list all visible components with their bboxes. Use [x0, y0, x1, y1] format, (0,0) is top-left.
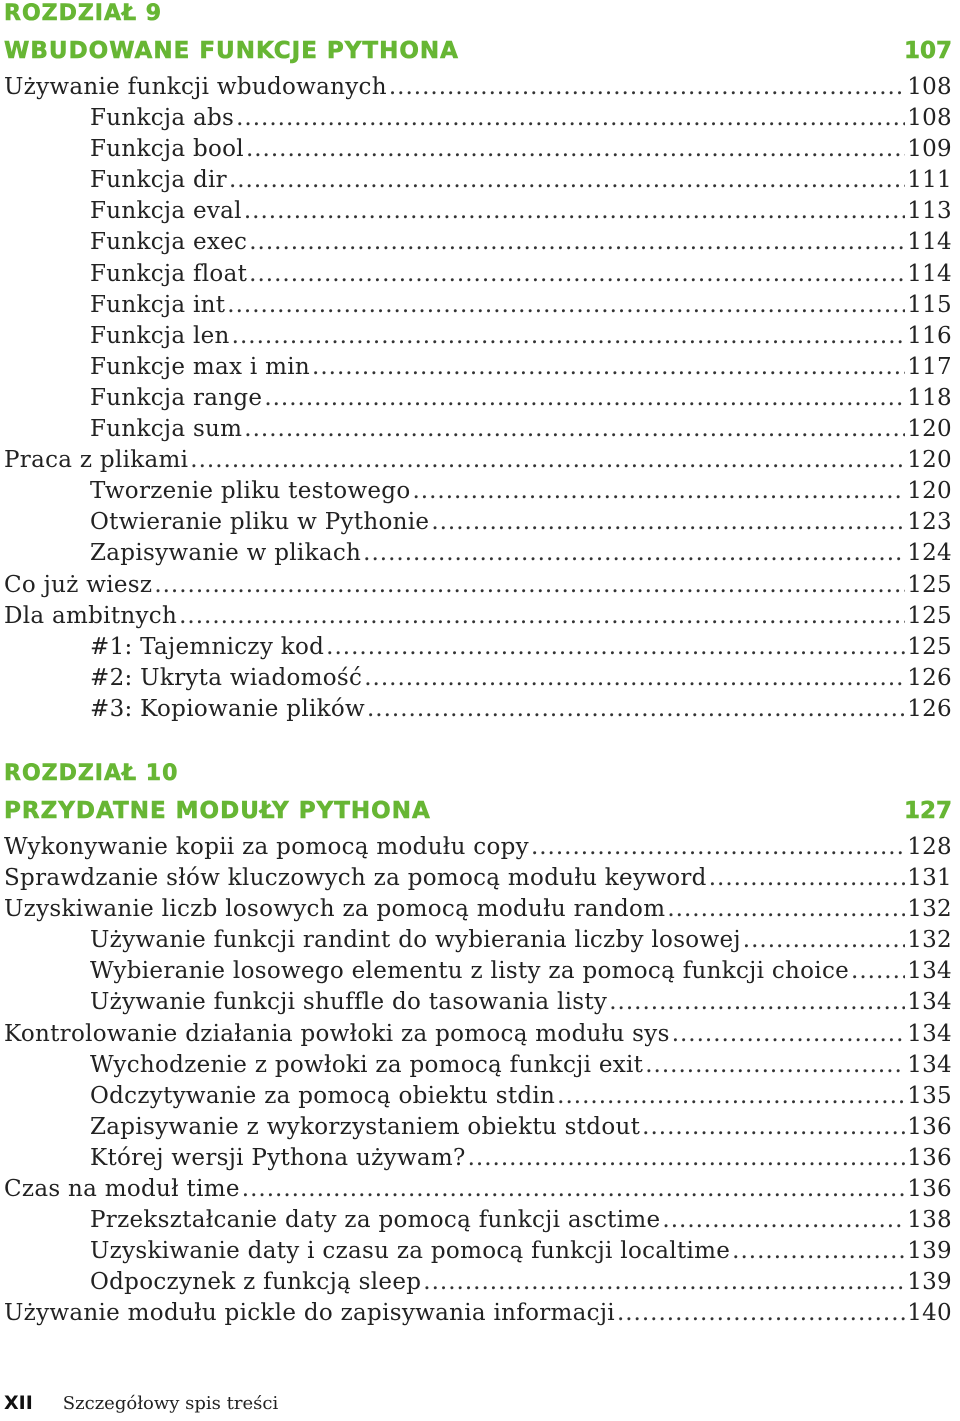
- dot-leader: [389, 72, 905, 103]
- dot-leader: [244, 414, 905, 445]
- chapter-entries: [4, 72, 952, 725]
- chapter-page-number: 127: [903, 797, 952, 824]
- entry-title: Uzyskiwanie liczb losowych za pomocą modułu random: [4, 896, 666, 923]
- entry-title: Odczytywanie za pomocą obiektu stdin: [90, 1082, 556, 1109]
- entry-title: Dla ambitnych: [4, 602, 178, 629]
- entry-title: Funkcja eval: [90, 198, 242, 225]
- entry-page-number: 125: [907, 571, 952, 598]
- entry-page-number: 125: [907, 633, 952, 660]
- toc-subentry[interactable]: [4, 259, 952, 290]
- entry-title: Co już wiesz: [4, 571, 153, 598]
- dot-leader: [312, 352, 905, 383]
- entry-page-number: 135: [907, 1082, 952, 1109]
- toc-subentry[interactable]: [4, 196, 952, 227]
- dot-leader: [645, 1050, 905, 1081]
- dot-leader: [667, 894, 905, 925]
- dot-leader: [609, 987, 905, 1018]
- entry-page-number: 132: [907, 896, 952, 923]
- dot-leader: [617, 1298, 905, 1329]
- entry-title: Używanie funkcji randint do wybierania liczby losowej: [90, 927, 741, 954]
- toc-subentry[interactable]: [4, 925, 952, 956]
- toc-subentry[interactable]: [4, 538, 952, 569]
- entry-page-number: 120: [907, 478, 952, 505]
- entry-page-number: 126: [907, 695, 952, 722]
- dot-leader: [412, 476, 905, 507]
- entry-page-number: 136: [907, 1144, 952, 1171]
- dot-leader: [732, 1236, 905, 1267]
- entry-page-number: 132: [907, 927, 952, 954]
- dot-leader: [326, 632, 905, 663]
- entry-title: Funkcja sum: [90, 416, 243, 443]
- entry-title: Przekształcanie daty za pomocą funkcji asctime: [90, 1207, 661, 1234]
- dot-leader: [743, 925, 905, 956]
- entry-title: Funkcja range: [90, 384, 263, 411]
- chapter-title-row[interactable]: [4, 34, 952, 72]
- toc-entry[interactable]: [4, 1298, 952, 1329]
- entry-title: Zapisywanie z wykorzystaniem obiektu stdout: [90, 1113, 641, 1140]
- entry-title: #2: Ukryta wiadomość: [90, 664, 363, 691]
- toc-entry[interactable]: [4, 1174, 952, 1205]
- dot-leader: [249, 227, 905, 258]
- entry-page-number: 139: [907, 1238, 952, 1265]
- dot-leader: [672, 1019, 906, 1050]
- dot-leader: [232, 321, 906, 352]
- entry-title: Funkcje max i min: [90, 353, 311, 380]
- dot-leader: [244, 196, 905, 227]
- dot-leader: [179, 601, 905, 632]
- dot-leader: [557, 1081, 905, 1112]
- toc-subentry[interactable]: [4, 103, 952, 134]
- entry-title: Czas na moduł time: [4, 1176, 240, 1202]
- entry-title: Uzyskiwanie daty i czasu za pomocą funkcji localtime: [90, 1238, 731, 1265]
- toc-subentry[interactable]: [4, 414, 952, 445]
- toc-subentry[interactable]: [4, 227, 952, 258]
- entry-page-number: 134: [907, 1051, 952, 1078]
- entry-title: Praca z plikami: [4, 447, 189, 474]
- entry-title: #1: Tajemniczy kod: [90, 633, 325, 660]
- toc-entry[interactable]: [4, 601, 952, 632]
- dot-leader: [468, 1143, 906, 1174]
- toc-entry[interactable]: [4, 72, 952, 103]
- dot-leader: [431, 507, 905, 538]
- toc-subentry[interactable]: [4, 1205, 952, 1236]
- entry-page-number: 108: [907, 74, 952, 100]
- footer-page-number: XII: [4, 1392, 33, 1414]
- entry-page-number: 114: [907, 229, 952, 256]
- toc-subentry[interactable]: [4, 1236, 952, 1267]
- toc-subentry[interactable]: [4, 632, 952, 663]
- entry-title: Wykonywanie kopii za pomocą modułu copy: [4, 833, 529, 860]
- dot-leader: [190, 445, 905, 476]
- entry-page-number: 113: [907, 198, 952, 225]
- entry-title: Używanie modułu pickle do zapisywania informacji: [4, 1300, 615, 1327]
- toc-entry[interactable]: [4, 832, 952, 863]
- toc-subentry[interactable]: [4, 134, 952, 165]
- toc-subentry[interactable]: [4, 1081, 952, 1112]
- dot-leader: [236, 103, 905, 134]
- entry-title: Tworzenie pliku testowego: [90, 478, 411, 505]
- toc-subentry[interactable]: [4, 352, 952, 383]
- dot-leader: [364, 663, 905, 694]
- entry-title: Otwieranie pliku w Pythonie: [90, 509, 430, 536]
- entry-page-number: 118: [907, 384, 952, 411]
- chapter-title: PRZYDATNE MODUŁY PYTHONA: [4, 797, 431, 824]
- entry-page-number: 116: [907, 322, 952, 349]
- entry-title: Używanie funkcji shuffle do tasowania listy: [90, 989, 608, 1016]
- entry-page-number: 134: [907, 1020, 952, 1047]
- toc-subentry[interactable]: [4, 694, 952, 725]
- entry-title: Sprawdzanie słów kluczowych za pomocą modułu keyword: [4, 865, 707, 892]
- toc-subentry[interactable]: [4, 663, 952, 694]
- entry-page-number: 139: [907, 1269, 952, 1296]
- toc-subentry[interactable]: [4, 290, 952, 321]
- entry-page-number: 115: [907, 291, 952, 318]
- dot-leader: [531, 832, 905, 863]
- chapter-9: [4, 0, 952, 725]
- chapter-title: WBUDOWANE FUNKCJE PYTHONA: [4, 38, 459, 64]
- entry-title: Której wersji Pythona używam?: [90, 1144, 466, 1171]
- footer-label: Szczegółowy spis treści: [62, 1393, 279, 1414]
- entry-title: Funkcja int: [90, 291, 226, 318]
- entry-title: Wybieranie losowego elementu z listy za pomocą funkcji choice: [90, 958, 850, 985]
- entry-title: Funkcja dir: [90, 167, 227, 194]
- entry-page-number: 109: [907, 136, 952, 163]
- toc-entry[interactable]: [4, 863, 952, 894]
- toc-subentry[interactable]: [4, 321, 952, 352]
- chapter-label: ROZDZIAŁ 9: [4, 1, 163, 26]
- entry-page-number: 117: [907, 353, 952, 380]
- dot-leader: [363, 538, 905, 569]
- entry-page-number: 136: [907, 1176, 952, 1202]
- entry-page-number: 125: [907, 602, 952, 629]
- toc-entry[interactable]: [4, 570, 952, 601]
- entry-title: Wychodzenie z powłoki za pomocą funkcji exit: [90, 1051, 644, 1078]
- entry-title: Funkcja exec: [90, 229, 248, 256]
- dot-leader: [367, 694, 905, 725]
- entry-page-number: 128: [907, 833, 952, 860]
- table-of-contents: [4, 0, 952, 1329]
- entry-page-number: 124: [907, 540, 952, 567]
- toc-subentry[interactable]: [4, 1267, 952, 1298]
- entry-page-number: 111: [907, 167, 952, 194]
- entry-page-number: 108: [907, 105, 952, 132]
- entry-title: Używanie funkcji wbudowanych: [4, 74, 387, 100]
- dot-leader: [249, 259, 905, 290]
- entry-page-number: 114: [907, 260, 952, 287]
- toc-subentry[interactable]: [4, 476, 952, 507]
- chapter-entries: [4, 832, 952, 1330]
- entry-page-number: 120: [907, 416, 952, 443]
- entry-page-number: 126: [907, 664, 952, 691]
- entry-page-number: 120: [907, 447, 952, 474]
- toc-subentry[interactable]: [4, 383, 952, 414]
- entry-title: Funkcja bool: [90, 136, 244, 163]
- entry-page-number: 138: [907, 1207, 952, 1234]
- toc-entry[interactable]: [4, 1019, 952, 1050]
- dot-leader: [246, 134, 905, 165]
- toc-entry[interactable]: [4, 445, 952, 476]
- chapter-label: ROZDZIAŁ 10: [4, 760, 179, 786]
- entry-title: Funkcja abs: [90, 105, 235, 132]
- entry-title: Zapisywanie w plikach: [90, 540, 362, 567]
- entry-title: Funkcja float: [90, 260, 248, 287]
- dot-leader: [264, 383, 905, 414]
- entry-page-number: 123: [907, 509, 952, 536]
- entry-title: Funkcja len: [90, 322, 230, 349]
- toc-subentry[interactable]: [4, 1050, 952, 1081]
- chapter-page-number: 107: [903, 38, 952, 64]
- dot-leader: [662, 1205, 905, 1236]
- dot-leader: [642, 1112, 905, 1143]
- toc-subentry[interactable]: [4, 507, 952, 538]
- dot-leader: [851, 956, 905, 987]
- toc-subentry[interactable]: [4, 165, 952, 196]
- chapter-gap: [4, 725, 952, 760]
- entry-page-number: 140: [907, 1300, 952, 1327]
- entry-page-number: 136: [907, 1113, 952, 1140]
- entry-page-number: 134: [907, 958, 952, 985]
- chapter-10: [4, 760, 952, 1330]
- toc-subentry[interactable]: [4, 956, 952, 987]
- entry-page-number: 134: [907, 989, 952, 1016]
- entry-title: Kontrolowanie działania powłoki za pomocą modułu sys: [4, 1020, 670, 1047]
- entry-title: Odpoczynek z funkcją sleep: [90, 1269, 422, 1296]
- toc-subentry[interactable]: [4, 1112, 952, 1143]
- dot-leader: [229, 165, 905, 196]
- dot-leader: [423, 1267, 905, 1298]
- toc-entry[interactable]: [4, 894, 952, 925]
- dot-leader: [242, 1174, 905, 1205]
- toc-subentry[interactable]: [4, 987, 952, 1018]
- page-footer: [4, 1392, 278, 1414]
- dot-leader: [227, 290, 905, 321]
- entry-page-number: 131: [907, 865, 952, 892]
- chapter-title-row[interactable]: [4, 794, 952, 832]
- dot-leader: [709, 863, 905, 894]
- dot-leader: [154, 570, 905, 601]
- toc-subentry[interactable]: [4, 1143, 952, 1174]
- entry-title: #3: Kopiowanie plików: [90, 695, 365, 722]
